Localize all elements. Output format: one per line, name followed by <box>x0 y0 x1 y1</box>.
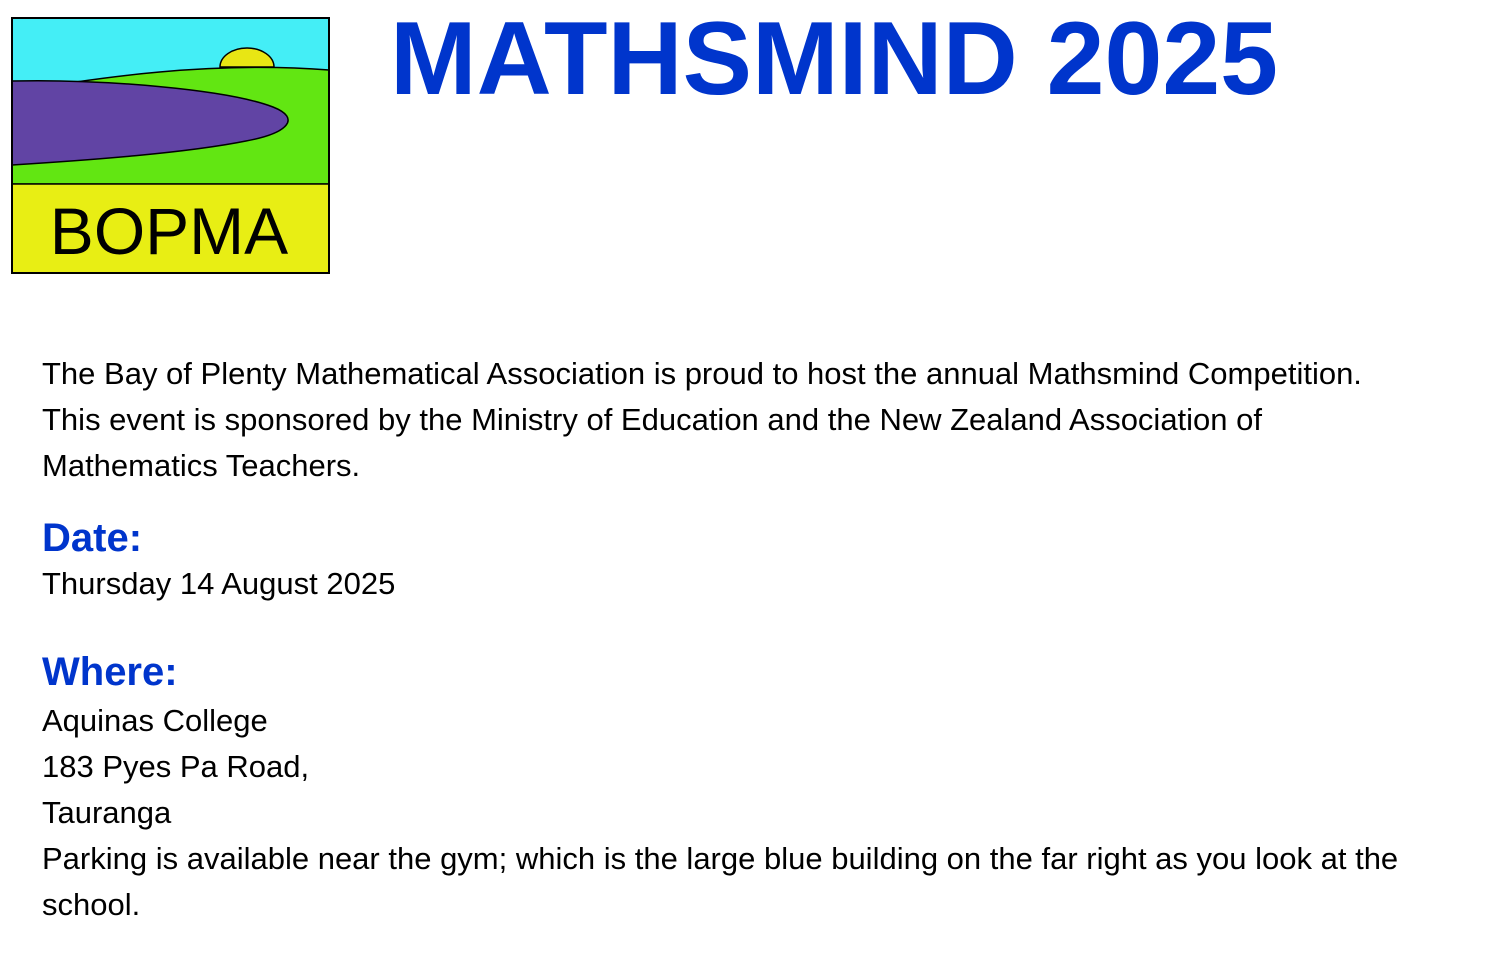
parking-info: Parking is available near the gym; which is the large blue building on the far right as you look at the school. <box>42 841 1399 922</box>
venue-address <box>42 698 1502 836</box>
venue-street: 183 Pyes Pa Road, <box>42 749 310 784</box>
venue-city: Tauranga <box>42 795 172 830</box>
logo-text: BOPMA <box>49 194 289 268</box>
event-date: Thursday 14 August 2025 <box>42 566 396 601</box>
intro-paragraph: The Bay of Plenty Mathematical Association is proud to host the annual Mathsmind Competition. This event is sponsored by the Ministry of Education and the New Zealand Association of Mathematics Teachers. <box>42 356 1362 483</box>
main-content <box>42 351 1502 928</box>
where-heading: Where: <box>42 650 178 694</box>
page-title: MATHSMIND 2025 <box>390 1 1279 117</box>
bopma-logo <box>11 17 330 274</box>
venue-name: Aquinas College <box>42 703 268 738</box>
date-heading: Date: <box>42 516 143 560</box>
